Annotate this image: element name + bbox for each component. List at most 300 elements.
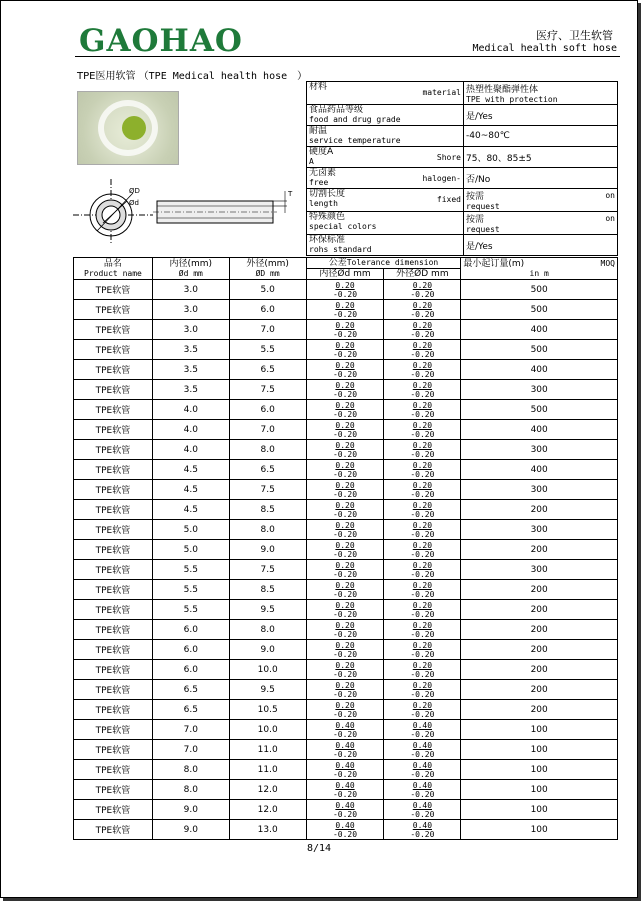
category-title-en: Medical health soft hose — [472, 43, 617, 54]
tolerance-plus: 0.20 — [412, 440, 433, 450]
tolerance-plus: 0.20 — [412, 380, 433, 390]
cell-moq: 100 — [461, 740, 618, 760]
cell-moq: 300 — [461, 480, 618, 500]
tolerance-plus: 0.20 — [412, 280, 433, 290]
tolerance-minus: -0.20 — [410, 409, 435, 419]
tolerance-plus: 0.20 — [335, 480, 355, 490]
cell-tolerance-outer — [384, 800, 461, 820]
cell-outer-diameter: 9.5 — [229, 600, 306, 620]
tolerance-plus: 0.20 — [335, 460, 355, 470]
cell-tolerance-outer — [384, 740, 461, 760]
cell-tolerance-inner — [306, 660, 384, 680]
cell-product-name: TPE软管 — [74, 540, 153, 560]
tolerance-minus: -0.20 — [332, 649, 358, 659]
cell-moq: 200 — [461, 540, 618, 560]
cell-tolerance-outer — [384, 520, 461, 540]
tolerance-minus: -0.20 — [332, 549, 358, 559]
cell-inner-diameter: 5.5 — [152, 600, 229, 620]
tolerance-plus: 0.20 — [335, 380, 355, 390]
spec-label-cn: 耐温 — [309, 126, 328, 136]
tolerance-minus: -0.20 — [410, 389, 435, 399]
table-row — [74, 760, 618, 780]
cell-product-name: TPE软管 — [74, 820, 153, 840]
table-row — [74, 420, 618, 440]
cell-product-name: TPE软管 — [74, 500, 153, 520]
cell-outer-diameter: 9.0 — [229, 540, 306, 560]
cell-tolerance-inner — [306, 700, 384, 720]
spec-value — [464, 168, 618, 189]
tolerance-plus: 0.20 — [335, 400, 355, 410]
cell-outer-diameter: 8.5 — [229, 500, 306, 520]
table-row — [74, 360, 618, 380]
spec-value-text: 否/No — [466, 174, 491, 185]
wall-thickness-label: T — [288, 190, 293, 198]
cell-tolerance-inner — [306, 400, 384, 420]
cell-product-name: TPE软管 — [74, 640, 153, 660]
spec-label-cn: 食品药品等级 — [309, 105, 364, 115]
cell-inner-diameter: 6.0 — [152, 660, 229, 680]
cell-product-name: TPE软管 — [74, 740, 153, 760]
cell-product-name: TPE软管 — [74, 420, 153, 440]
cell-moq: 400 — [461, 320, 618, 340]
tolerance-minus: -0.20 — [332, 629, 358, 639]
tolerance-minus: -0.20 — [332, 349, 358, 359]
spec-value-text: 按需 — [466, 192, 485, 202]
table-row — [74, 380, 618, 400]
id-dimension-label: Ød — [129, 199, 139, 207]
tolerance-minus: -0.20 — [410, 349, 435, 359]
table-row — [74, 460, 618, 480]
col-header-outer-diameter: 外径(mm) ØD mm — [229, 258, 306, 280]
tolerance-plus: 0.40 — [335, 800, 355, 810]
spec-value-text: 是/Yes — [466, 241, 493, 252]
spec-label-cn: 特殊颜色 — [309, 212, 346, 222]
col-header-tolerance-inner: 内径Ød mm — [306, 269, 384, 280]
cell-inner-diameter: 6.0 — [152, 640, 229, 660]
spec-label-en: A — [309, 157, 314, 166]
spec-row — [307, 105, 618, 126]
cell-inner-diameter: 4.0 — [152, 420, 229, 440]
table-row — [74, 700, 618, 720]
cell-inner-diameter: 6.5 — [152, 700, 229, 720]
tolerance-minus: -0.20 — [410, 769, 435, 779]
product-title-cn: TPE医用软管 — [77, 71, 136, 82]
cell-outer-diameter: 8.0 — [229, 440, 306, 460]
cell-tolerance-outer — [384, 300, 461, 320]
spec-value-right: on — [605, 191, 615, 200]
tolerance-plus: 0.20 — [412, 460, 433, 470]
table-row — [74, 320, 618, 340]
cell-tolerance-inner — [306, 560, 384, 580]
tolerance-plus: 0.40 — [412, 800, 433, 810]
cell-moq: 300 — [461, 440, 618, 460]
table-row — [74, 640, 618, 660]
tolerance-plus: 0.20 — [335, 440, 355, 450]
cell-tolerance-inner — [306, 500, 384, 520]
tolerance-plus: 0.20 — [335, 680, 355, 690]
product-title — [77, 67, 307, 82]
cell-tolerance-outer — [384, 720, 461, 740]
tolerance-plus: 0.20 — [335, 300, 355, 310]
spec-label-cn: 环保标准 — [309, 235, 346, 245]
tolerance-minus: -0.20 — [410, 689, 435, 699]
cell-moq: 100 — [461, 760, 618, 780]
col-header-tolerance: 公差Tolerance dimension — [306, 258, 461, 269]
spec-label-en-right: halogen- — [422, 174, 461, 183]
cell-product-name: TPE软管 — [74, 560, 153, 580]
tolerance-plus: 0.20 — [412, 620, 433, 630]
coil-core-image — [122, 116, 146, 140]
size-table — [73, 257, 618, 840]
tolerance-plus: 0.20 — [335, 320, 355, 330]
tolerance-plus: 0.20 — [412, 680, 433, 690]
cell-tolerance-outer — [384, 680, 461, 700]
cell-moq: 100 — [461, 780, 618, 800]
table-row — [74, 660, 618, 680]
tolerance-minus: -0.20 — [410, 749, 435, 759]
cell-product-name: TPE软管 — [74, 720, 153, 740]
cell-tolerance-inner — [306, 780, 384, 800]
cell-tolerance-inner — [306, 620, 384, 640]
tolerance-plus: 0.20 — [412, 640, 433, 650]
cell-moq: 500 — [461, 280, 618, 300]
table-row — [74, 540, 618, 560]
cell-outer-diameter: 8.0 — [229, 520, 306, 540]
cell-tolerance-outer — [384, 320, 461, 340]
tolerance-plus: 0.20 — [335, 640, 355, 650]
spec-label — [307, 105, 464, 126]
cell-product-name: TPE软管 — [74, 360, 153, 380]
tolerance-plus: 0.20 — [412, 600, 433, 610]
tolerance-minus: -0.20 — [332, 289, 358, 299]
cell-inner-diameter: 5.5 — [152, 560, 229, 580]
cell-tolerance-outer — [384, 640, 461, 660]
cell-product-name: TPE软管 — [74, 340, 153, 360]
cell-inner-diameter: 4.5 — [152, 460, 229, 480]
tolerance-minus: -0.20 — [332, 689, 358, 699]
spec-label-cn: 硬度A — [309, 147, 334, 157]
cell-moq: 300 — [461, 520, 618, 540]
spec-label-en-right: fixed — [436, 195, 461, 204]
tolerance-plus: 0.40 — [335, 780, 355, 790]
spec-value-right: on — [605, 214, 615, 223]
cell-inner-diameter: 5.0 — [152, 540, 229, 560]
tolerance-minus: -0.20 — [410, 489, 435, 499]
tolerance-plus: 0.20 — [412, 340, 433, 350]
cell-product-name: TPE软管 — [74, 780, 153, 800]
tolerance-plus: 0.20 — [335, 700, 355, 710]
tolerance-minus: -0.20 — [332, 369, 358, 379]
cell-moq: 400 — [461, 460, 618, 480]
cell-tolerance-outer — [384, 540, 461, 560]
spec-value — [464, 147, 618, 168]
cell-tolerance-inner — [306, 280, 384, 300]
tolerance-minus: -0.20 — [410, 509, 435, 519]
cell-product-name: TPE软管 — [74, 620, 153, 640]
tolerance-plus: 0.20 — [412, 540, 433, 550]
cell-inner-diameter: 4.0 — [152, 400, 229, 420]
cell-inner-diameter: 9.0 — [152, 820, 229, 840]
cell-outer-diameter: 7.5 — [229, 560, 306, 580]
spec-label-en: food and drug grade — [309, 115, 401, 124]
cell-moq: 200 — [461, 660, 618, 680]
cell-outer-diameter: 7.5 — [229, 380, 306, 400]
cell-product-name: TPE软管 — [74, 800, 153, 820]
tolerance-plus: 0.20 — [412, 480, 433, 490]
tolerance-minus: -0.20 — [332, 709, 358, 719]
cell-outer-diameter: 7.0 — [229, 320, 306, 340]
tolerance-minus: -0.20 — [332, 809, 358, 819]
cell-tolerance-outer — [384, 580, 461, 600]
cell-moq: 200 — [461, 700, 618, 720]
tolerance-plus: 0.20 — [335, 600, 355, 610]
spec-label-cn: 无卤素 — [309, 168, 337, 178]
tolerance-plus: 0.20 — [335, 420, 355, 430]
tolerance-plus: 0.20 — [412, 660, 433, 670]
tolerance-minus: -0.20 — [410, 289, 435, 299]
tolerance-plus: 0.20 — [412, 320, 433, 330]
table-row — [74, 560, 618, 580]
tolerance-plus: 0.20 — [335, 280, 355, 290]
spec-row — [307, 147, 618, 168]
spec-label-en: length — [309, 199, 338, 208]
cell-inner-diameter: 3.0 — [152, 320, 229, 340]
table-row — [74, 820, 618, 840]
cell-outer-diameter: 7.0 — [229, 420, 306, 440]
table-row — [74, 480, 618, 500]
cell-inner-diameter: 3.0 — [152, 300, 229, 320]
tolerance-plus: 0.20 — [412, 520, 433, 530]
cell-tolerance-inner — [306, 680, 384, 700]
tolerance-plus: 0.20 — [412, 400, 433, 410]
table-row — [74, 280, 618, 300]
cell-inner-diameter: 5.0 — [152, 520, 229, 540]
cell-moq: 100 — [461, 820, 618, 840]
spec-value-en: TPE with protection — [466, 95, 558, 104]
tolerance-minus: -0.20 — [332, 769, 358, 779]
tolerance-plus: 0.40 — [412, 820, 433, 830]
cell-tolerance-outer — [384, 620, 461, 640]
spec-row — [307, 126, 618, 147]
tolerance-minus: -0.20 — [410, 789, 435, 799]
spec-label-cn: 切割长度 — [309, 189, 346, 199]
table-row — [74, 620, 618, 640]
tolerance-plus: 0.20 — [335, 540, 355, 550]
tolerance-minus: -0.20 — [410, 809, 435, 819]
col-header-name: 品名 Product name — [74, 258, 153, 280]
spec-label-en: free — [309, 178, 329, 187]
cell-tolerance-inner — [306, 760, 384, 780]
cell-tolerance-inner — [306, 320, 384, 340]
cell-inner-diameter: 4.5 — [152, 480, 229, 500]
spec-table — [306, 81, 618, 256]
cell-tolerance-outer — [384, 460, 461, 480]
cell-outer-diameter: 12.0 — [229, 800, 306, 820]
cell-outer-diameter: 8.5 — [229, 580, 306, 600]
tolerance-plus: 0.20 — [335, 620, 355, 630]
tolerance-minus: -0.20 — [410, 309, 435, 319]
cell-product-name: TPE软管 — [74, 520, 153, 540]
cell-moq: 200 — [461, 580, 618, 600]
tolerance-minus: -0.20 — [410, 449, 435, 459]
cell-outer-diameter: 6.5 — [229, 460, 306, 480]
cell-product-name: TPE软管 — [74, 320, 153, 340]
hose-cross-section-drawing — [73, 179, 303, 249]
cell-moq: 400 — [461, 420, 618, 440]
spec-value — [464, 212, 618, 235]
spec-row — [307, 82, 618, 105]
cell-inner-diameter: 5.5 — [152, 580, 229, 600]
table-row — [74, 680, 618, 700]
tolerance-minus: -0.20 — [410, 329, 435, 339]
cell-product-name: TPE软管 — [74, 760, 153, 780]
product-photo — [77, 91, 179, 165]
spec-label — [307, 82, 464, 105]
cell-inner-diameter: 8.0 — [152, 760, 229, 780]
spec-value — [464, 82, 618, 105]
tolerance-minus: -0.20 — [410, 709, 435, 719]
spec-value — [464, 235, 618, 256]
cell-product-name: TPE软管 — [74, 600, 153, 620]
tolerance-plus: 0.40 — [335, 760, 355, 770]
tolerance-plus: 0.20 — [412, 560, 433, 570]
spec-value-text: 是/Yes — [466, 111, 493, 122]
cell-outer-diameter: 10.0 — [229, 720, 306, 740]
cell-outer-diameter: 5.0 — [229, 280, 306, 300]
cell-moq: 400 — [461, 360, 618, 380]
cell-inner-diameter: 3.5 — [152, 360, 229, 380]
tolerance-minus: -0.20 — [332, 749, 358, 759]
tolerance-minus: -0.20 — [410, 529, 435, 539]
cell-tolerance-outer — [384, 360, 461, 380]
cell-outer-diameter: 6.0 — [229, 300, 306, 320]
tolerance-plus: 0.40 — [335, 820, 355, 830]
spec-value-text: 按需 — [466, 215, 485, 225]
tolerance-minus: -0.20 — [332, 729, 358, 739]
cell-outer-diameter: 7.5 — [229, 480, 306, 500]
spec-value-text: 热塑性聚酯弹性体 — [466, 85, 539, 95]
cell-outer-diameter: 8.0 — [229, 620, 306, 640]
cell-product-name: TPE软管 — [74, 300, 153, 320]
cell-tolerance-inner — [306, 420, 384, 440]
tolerance-plus: 0.40 — [335, 740, 355, 750]
cell-product-name: TPE软管 — [74, 400, 153, 420]
cell-moq: 300 — [461, 380, 618, 400]
tolerance-minus: -0.20 — [410, 569, 435, 579]
tolerance-plus: 0.20 — [412, 580, 433, 590]
spec-value-text: 75、80、85±5 — [466, 153, 532, 164]
header-divider — [75, 56, 620, 57]
tolerance-minus: -0.20 — [410, 549, 435, 559]
cell-tolerance-outer — [384, 780, 461, 800]
cell-tolerance-outer — [384, 700, 461, 720]
cell-tolerance-outer — [384, 380, 461, 400]
cell-tolerance-outer — [384, 280, 461, 300]
cell-outer-diameter: 10.0 — [229, 660, 306, 680]
tolerance-minus: -0.20 — [410, 629, 435, 639]
cell-tolerance-inner — [306, 820, 384, 840]
cell-outer-diameter: 5.5 — [229, 340, 306, 360]
tolerance-plus: 0.20 — [412, 700, 433, 710]
tolerance-minus: -0.20 — [332, 829, 358, 839]
cell-outer-diameter: 13.0 — [229, 820, 306, 840]
spec-value — [464, 126, 618, 147]
spec-value-en: request — [466, 202, 500, 211]
cell-tolerance-inner — [306, 440, 384, 460]
tolerance-plus: 0.20 — [412, 360, 433, 370]
cell-inner-diameter: 9.0 — [152, 800, 229, 820]
cell-product-name: TPE软管 — [74, 380, 153, 400]
tolerance-minus: -0.20 — [332, 789, 358, 799]
cell-product-name: TPE软管 — [74, 700, 153, 720]
spec-row — [307, 168, 618, 189]
cell-tolerance-inner — [306, 580, 384, 600]
cell-tolerance-outer — [384, 480, 461, 500]
cell-tolerance-outer — [384, 400, 461, 420]
brand-logo: GAOHAO — [79, 23, 243, 59]
cell-moq: 500 — [461, 300, 618, 320]
cell-tolerance-inner — [306, 300, 384, 320]
cell-tolerance-inner — [306, 340, 384, 360]
spec-label — [307, 212, 464, 235]
cell-moq: 500 — [461, 400, 618, 420]
tolerance-minus: -0.20 — [410, 649, 435, 659]
cell-product-name: TPE软管 — [74, 660, 153, 680]
tolerance-plus: 0.20 — [335, 340, 355, 350]
tolerance-minus: -0.20 — [332, 389, 358, 399]
tolerance-plus: 0.20 — [335, 500, 355, 510]
tolerance-plus: 0.20 — [335, 580, 355, 590]
table-row — [74, 440, 618, 460]
cell-tolerance-outer — [384, 340, 461, 360]
cell-moq: 100 — [461, 800, 618, 820]
tolerance-minus: -0.20 — [332, 669, 358, 679]
cell-moq: 500 — [461, 340, 618, 360]
tolerance-minus: -0.20 — [332, 329, 358, 339]
table-row — [74, 520, 618, 540]
table-row — [74, 800, 618, 820]
tolerance-minus: -0.20 — [332, 569, 358, 579]
spec-label-en: special colors — [309, 222, 377, 231]
cell-inner-diameter: 8.0 — [152, 780, 229, 800]
table-row — [74, 780, 618, 800]
tolerance-plus: 0.20 — [335, 360, 355, 370]
cell-tolerance-outer — [384, 600, 461, 620]
cell-inner-diameter: 3.5 — [152, 380, 229, 400]
cell-tolerance-inner — [306, 640, 384, 660]
tolerance-minus: -0.20 — [410, 729, 435, 739]
cell-outer-diameter: 10.5 — [229, 700, 306, 720]
spec-label-en-right: Shore — [436, 153, 461, 162]
spec-label — [307, 235, 464, 256]
tolerance-minus: -0.20 — [410, 369, 435, 379]
cell-inner-diameter: 4.0 — [152, 440, 229, 460]
tolerance-minus: -0.20 — [332, 449, 358, 459]
cell-tolerance-inner — [306, 520, 384, 540]
cell-tolerance-inner — [306, 740, 384, 760]
tolerance-minus: -0.20 — [332, 609, 358, 619]
spec-label — [307, 189, 464, 212]
cell-tolerance-inner — [306, 600, 384, 620]
cell-tolerance-inner — [306, 720, 384, 740]
table-row — [74, 740, 618, 760]
spec-label-en: rohs standard — [309, 245, 372, 254]
cell-moq: 100 — [461, 720, 618, 740]
col-header-tolerance-outer: 外径ØD mm — [384, 269, 461, 280]
cell-inner-diameter: 6.0 — [152, 620, 229, 640]
tolerance-plus: 0.20 — [335, 660, 355, 670]
cell-product-name: TPE软管 — [74, 480, 153, 500]
